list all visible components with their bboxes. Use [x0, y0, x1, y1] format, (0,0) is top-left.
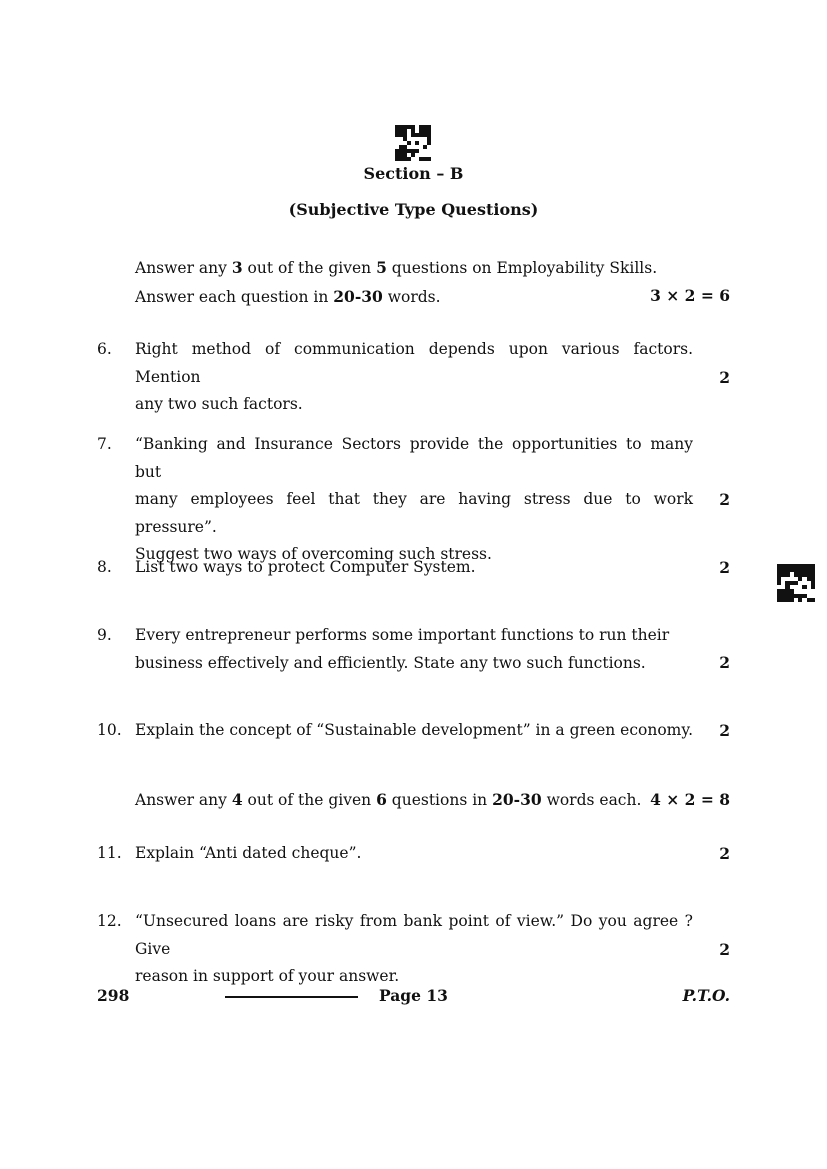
question-marks: 2 — [719, 490, 730, 509]
question-text: “Unsecured loans are risky from bank point of view.” Do you agree ? Give reason in support of your answer. — [135, 912, 693, 985]
question-marks: 2 — [719, 558, 730, 577]
question-marks: 2 — [719, 653, 730, 672]
paper-code: 298 — [97, 986, 130, 1005]
instruction-general-marks: 4 × 2 = 8 — [650, 790, 730, 809]
question-text: List two ways to protect Computer System. — [135, 558, 476, 576]
question-text: Every entrepreneur performs some important functions to run their business effectively and efficiently. State any two such functions. — [135, 626, 670, 672]
question-marks: 2 — [719, 940, 730, 959]
qr-code-side — [777, 564, 815, 602]
question-text: “Banking and Insurance Sectors provide the opportunities to many but many employees feel that they are having stress due to work pressure”. Suggest two ways of overcoming such stress. — [135, 435, 693, 563]
question-number: 10. — [97, 721, 122, 739]
question-number: 11. — [97, 844, 122, 862]
pto-label: P.T.O. — [682, 986, 730, 1005]
instruction-employability: Answer any 3 out of the given 5 questions on Employability Skills. Answer each question in 20-30 words. — [135, 258, 658, 306]
question-number: 9. — [97, 626, 112, 644]
question-text: Explain “Anti dated cheque”. — [135, 844, 362, 862]
section-subtitle: (Subjective Type Questions) — [288, 200, 539, 219]
question-text: Right method of communication depends upon various factors. Mention any two such factors. — [135, 340, 693, 413]
question-marks: 2 — [719, 368, 730, 387]
question-number: 6. — [97, 340, 112, 358]
question-number: 8. — [97, 558, 112, 576]
question-marks: 2 — [719, 844, 730, 863]
page-number: Page 13 — [379, 986, 448, 1005]
question-number: 12. — [97, 912, 122, 930]
instruction-general: Answer any 4 out of the given 6 questions in 20-30 words each. — [135, 790, 642, 809]
qr-code-top — [395, 125, 431, 161]
section-title: Section – B — [363, 164, 464, 183]
question-marks: 2 — [719, 721, 730, 740]
instruction-employability-marks: 3 × 2 = 6 — [650, 286, 730, 305]
question-number: 7. — [97, 435, 112, 453]
question-text: Explain the concept of “Sustainable development” in a green economy. — [135, 721, 693, 739]
